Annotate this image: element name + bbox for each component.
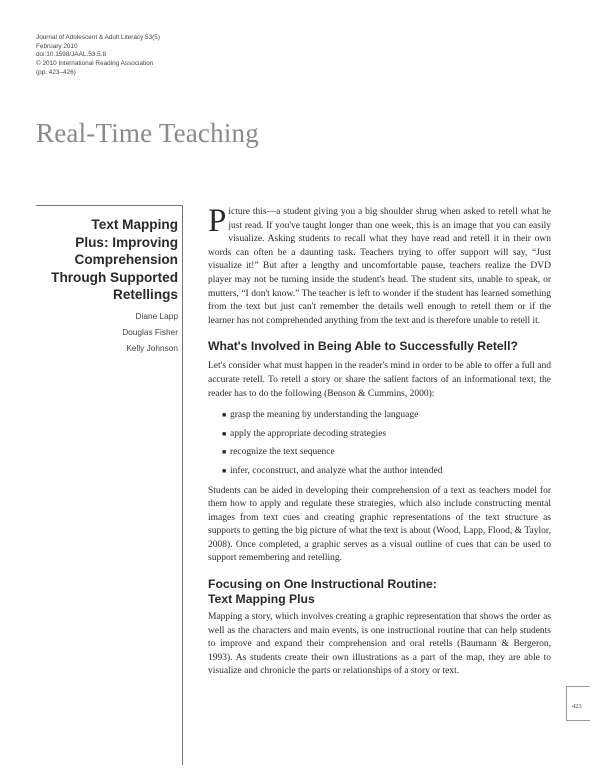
article-title-line: Plus: Improving <box>75 234 178 250</box>
author-name: Douglas Fisher <box>122 326 178 337</box>
article-title <box>36 216 178 304</box>
article-title-line: Comprehension <box>74 252 178 268</box>
list-item <box>222 465 551 479</box>
list-item <box>222 428 551 442</box>
section-heading-routine <box>208 577 551 607</box>
article-title-line: Retellings <box>113 287 178 303</box>
list-item-text: grasp the meaning by understanding the language <box>230 410 419 421</box>
journal-metadata <box>36 34 160 78</box>
page-number: 423 <box>572 703 582 710</box>
bullet-icon: ■ <box>222 448 227 457</box>
article-sidebar <box>36 205 183 765</box>
list-item-text: infer, coconstruct, and analyze what the author intended <box>230 465 443 476</box>
doi: doi:10.1598/JAAL.53.5.8 <box>36 51 106 59</box>
copyright: © 2010 International Reading Association <box>36 60 154 68</box>
body-paragraph: Mapping a story, which involves creating a graphic representation that shows the order as well as the characters and main events, is one instructional routine that can help students to improve and expand their comprehension and oral retells (Baumann & Bergeron, 1993). As students create their own illustrations as a part of the map, they are able to visualize and chronicle the parts or relationships of a story or text. <box>208 612 551 677</box>
body-paragraph: Let's consider what must happen in the reader's mind in order to be able to offer a full and accurate retell. To retell a story or share the salient factors of an informational text, the reader has to do the following (Benson & Cummins, 2000): <box>208 361 551 399</box>
bullet-icon: ■ <box>222 429 227 438</box>
bullet-icon: ■ <box>222 411 227 420</box>
body-paragraph: Students can be aided in developing their comprehension of a text as teachers model for them how to apply and regulate these strategies, which also include constructing mental images from text cues and creating graphic representations of the text structure as supports to getting the big picture of what the text is about (Wood, Lapp, Flood, & Taylor, 2008). Once completed, a graphic serves as a visual outline of cues that can be used to support remembering and retelling. <box>208 485 551 564</box>
article-body <box>208 203 551 679</box>
list-item <box>222 409 551 423</box>
list-item-text: recognize the text sequence <box>230 447 335 458</box>
intro-text: icture this—a student giving you a big shoulder shrug when asked to retell what he just read. If you've taught longer than one week, this is an image that you can easily visualize. Asking students to recall what they have read and retell it in their own words can often be a daunting task. Teachers trying to offer support will say, “Just visualize it!” But after a lengthy and uncomfortable pause, teachers realize the DVD player may not be turning inside the student's head. The student sits, unable to speak, or mutters, “I don't know.” The teacher is left to wonder if the student has learned something from the text but just can't remember the details well enough to retell them or if the learner has not comprehended anything from the text and is therefore unable to retell it. <box>208 207 551 326</box>
list-item-text: apply the appropriate decoding strategies <box>230 428 387 439</box>
journal-name: Journal of Adolescent & Adult Literacy 53(5) <box>36 34 160 41</box>
section-title: Real-Time Teaching <box>36 118 259 148</box>
heading-line: Focusing on One Instructional Routine: <box>208 577 437 592</box>
intro-paragraph <box>208 203 551 328</box>
author-name: Diane Lapp <box>135 310 178 321</box>
section-heading-retell: What's Involved in Being Able to Successfully Retell? <box>208 339 518 354</box>
bullet-icon: ■ <box>222 466 227 475</box>
drop-cap: P <box>208 203 227 239</box>
article-title-line: Through Supported <box>51 269 178 285</box>
list-item <box>222 446 551 460</box>
issue-date: February 2010 <box>36 42 78 50</box>
page-range: (pp. 423–426) <box>36 68 76 76</box>
heading-line: Text Mapping Plus <box>208 592 315 607</box>
bullet-list <box>222 409 551 478</box>
article-title-line: Text Mapping <box>91 217 178 232</box>
author-name: Kelly Johnson <box>126 342 178 353</box>
